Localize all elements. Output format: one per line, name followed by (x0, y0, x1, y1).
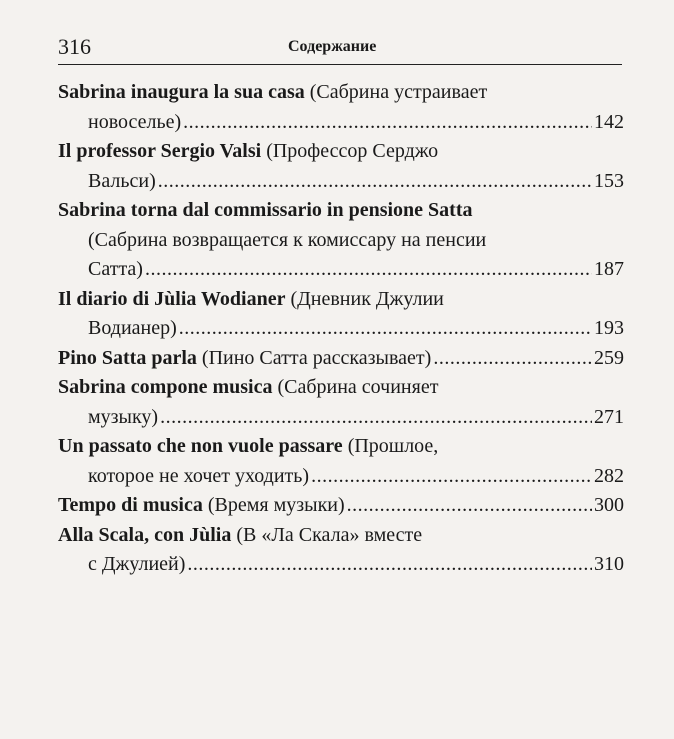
toc-line (58, 521, 624, 551)
toc-line (58, 462, 624, 492)
dot-leader (183, 108, 592, 138)
toc-page-number: 300 (594, 494, 624, 516)
toc-line (58, 78, 624, 108)
russian-title: новоселье) (88, 110, 182, 133)
toc-entry (58, 78, 624, 137)
toc-line (58, 226, 624, 256)
toc-page-number: 142 (594, 110, 624, 133)
russian-title: Вальси) (88, 169, 156, 192)
toc-line (58, 196, 624, 226)
toc-page-number: 259 (594, 346, 624, 369)
toc-entry (58, 491, 624, 521)
toc-page-number: 193 (594, 317, 624, 339)
russian-title: музыку) (88, 405, 159, 428)
toc-entry (58, 344, 624, 374)
running-head: Содержание (288, 38, 377, 55)
italian-title: Un passato che non vuole passare (58, 435, 343, 457)
russian-title: которое не хочет уходить) (88, 464, 310, 487)
toc-line (58, 403, 624, 433)
russian-title: Водианер) (88, 317, 177, 339)
toc-entry (58, 137, 624, 196)
dot-leader (347, 491, 592, 521)
russian-title: (Профессор Серджо (261, 140, 439, 162)
toc-line (58, 285, 624, 315)
russian-title: Сатта) (88, 258, 143, 280)
toc-line (58, 432, 624, 462)
russian-title: (Время музыки) (202, 494, 345, 516)
toc-page-number: 271 (594, 405, 624, 428)
russian-title: (Сабрина сочиняет (272, 376, 439, 398)
italian-title: Il diario di Jùlia Wodianer (58, 287, 286, 310)
dot-leader (145, 255, 592, 285)
russian-title: (Сабрина возвращается к комиссару на пенсии (88, 228, 487, 251)
italian-title: Tempo di musica (58, 494, 203, 516)
toc-line (58, 373, 624, 403)
italian-title: Sabrina torna dal commissario in pensione Satta (58, 199, 473, 221)
russian-title: (Прошлое, (342, 435, 439, 457)
toc-line (58, 255, 624, 285)
italian-title: Sabrina inaugura la sua casa (58, 81, 305, 103)
toc-page-number: 187 (594, 258, 624, 280)
table-of-contents (58, 78, 624, 580)
italian-title: Il professor Sergio Valsi (58, 140, 262, 162)
page-number: 316 (58, 34, 91, 59)
toc-line (58, 550, 624, 580)
toc-line (58, 314, 624, 344)
russian-title: с Джулией) (88, 553, 186, 575)
dot-leader (158, 167, 592, 197)
toc-entry (58, 521, 624, 580)
toc-entry (58, 432, 624, 491)
russian-title: (Сабрина устраивает (304, 81, 488, 103)
dot-leader (179, 314, 592, 344)
toc-line (58, 344, 624, 374)
toc-page-number: 282 (594, 464, 624, 487)
toc-page-number: 310 (594, 553, 624, 575)
toc-entry (58, 196, 624, 285)
page-header (58, 30, 622, 65)
dot-leader (311, 462, 592, 492)
italian-title: Pino Satta parla (58, 346, 197, 369)
dot-leader (187, 550, 592, 580)
toc-entry (58, 373, 624, 432)
toc-line (58, 491, 624, 521)
toc-line (58, 108, 624, 138)
italian-title: Sabrina compone musica (58, 376, 273, 398)
toc-page-number: 153 (594, 169, 624, 192)
dot-leader (160, 403, 592, 433)
russian-title: (Пино Сатта рассказывает) (196, 346, 432, 369)
russian-title: (Дневник Джулии (285, 287, 444, 310)
toc-entry (58, 285, 624, 344)
russian-title: (В «Ла Скала» вместе (231, 523, 423, 546)
toc-line (58, 137, 624, 167)
italian-title: Alla Scala, con Jùlia (58, 523, 232, 546)
dot-leader (433, 344, 592, 374)
toc-line (58, 167, 624, 197)
